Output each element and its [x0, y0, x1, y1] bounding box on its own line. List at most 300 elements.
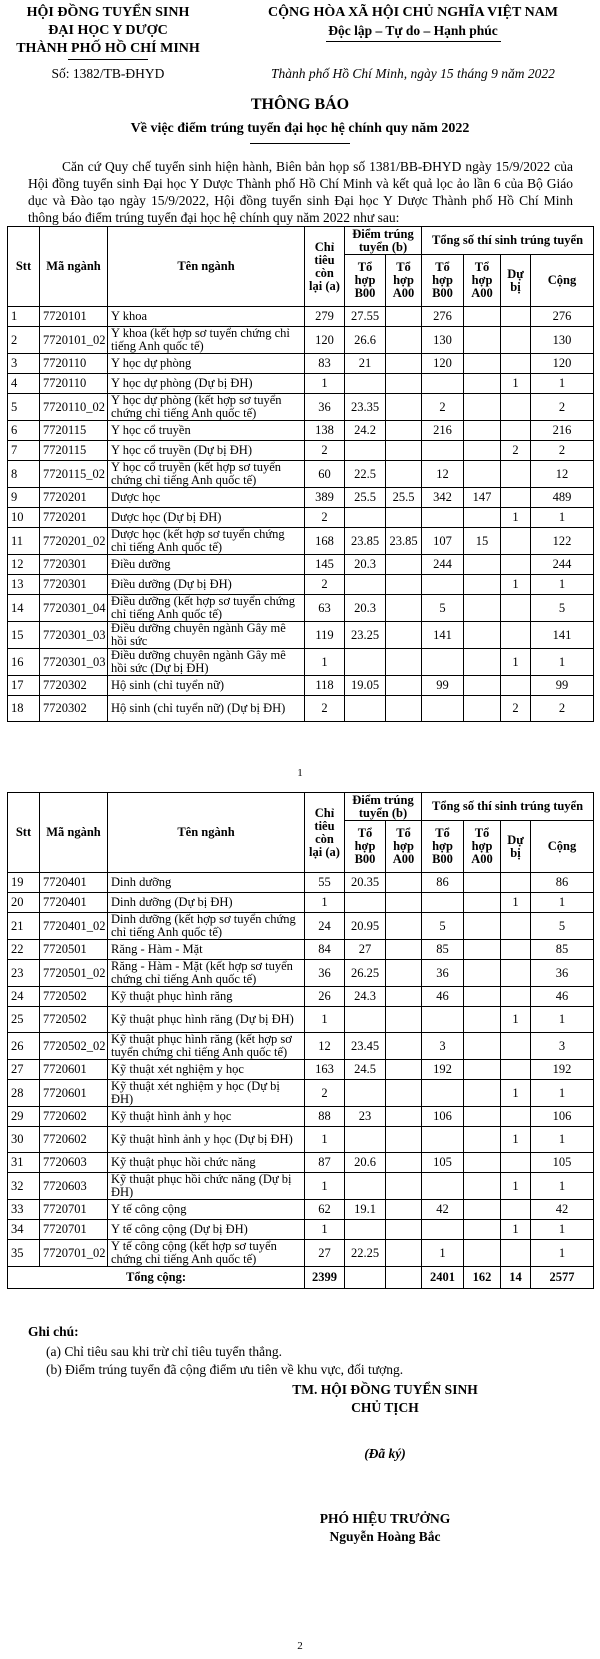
cell-sum: 2 [531, 696, 594, 722]
table-row [8, 595, 594, 622]
cell-score-b00 [345, 508, 386, 528]
cell-major-name: Dinh dưỡng (kết hợp sơ tuyển chứng chỉ tiếng Anh quốc tế) [108, 913, 305, 940]
cell-reserve: 1 [501, 893, 531, 913]
cell-code: 7720603 [40, 1153, 108, 1173]
cell-score-b00 [345, 649, 386, 676]
cell-stt: 23 [8, 960, 40, 987]
cell-stt: 4 [8, 374, 40, 394]
cell-score-b00: 20.3 [345, 595, 386, 622]
cell-sum: 130 [531, 327, 594, 354]
cell-code: 7720502_02 [40, 1033, 108, 1060]
cell-code: 7720502 [40, 987, 108, 1007]
cell-score-a00 [386, 1007, 422, 1033]
cell-count-b00 [422, 374, 464, 394]
cell-count-a00 [464, 307, 501, 327]
cell-score-b00 [345, 1007, 386, 1033]
cell-reserve [501, 461, 531, 488]
cell-stt: 5 [8, 394, 40, 421]
cell-code: 7720501 [40, 940, 108, 960]
cell-count-a00 [464, 555, 501, 575]
header-reserve: Dự bị [501, 255, 531, 307]
table-row [8, 1127, 594, 1153]
cell-sum: 5 [531, 595, 594, 622]
country-name: CỘNG HÒA XÃ HỘI CHỦ NGHĨA VIỆT NAM [267, 5, 558, 20]
cell-major-name: Y học cổ truyền [108, 421, 305, 441]
cell-quota: 145 [305, 555, 345, 575]
cell-stt: 15 [8, 622, 40, 649]
cell-score-b00: 24.5 [345, 1060, 386, 1080]
cell-quota: 1 [305, 1127, 345, 1153]
cell-stt: 24 [8, 987, 40, 1007]
cell-reserve [501, 421, 531, 441]
cell-score-a00 [386, 1060, 422, 1080]
cell-reserve: 1 [501, 1173, 531, 1200]
cell-sum: 244 [531, 555, 594, 575]
cell-count-b00 [422, 1173, 464, 1200]
table-row [8, 1153, 594, 1173]
cell-quota: 24 [305, 913, 345, 940]
cell-count-b00 [422, 1080, 464, 1107]
header-total-group: Tổng số thí sinh trúng tuyển [422, 227, 594, 255]
table-body-page-1 [8, 307, 594, 722]
cell-quota: 1 [305, 374, 345, 394]
cell-score-a00 [386, 1240, 422, 1267]
cell-score-a00 [386, 327, 422, 354]
cell-stt: 35 [8, 1240, 40, 1267]
cell-reserve: 1 [501, 374, 531, 394]
cell-sum: 106 [531, 1107, 594, 1127]
table-row [8, 441, 594, 461]
cell-code: 7720602 [40, 1127, 108, 1153]
cell-major-name: Điều dưỡng (kết hợp sơ tuyển chứng chỉ tiếng Anh quốc tế) [108, 595, 305, 622]
cell-score-a00 [386, 1220, 422, 1240]
totals-row [8, 1267, 594, 1289]
table-row [8, 1220, 594, 1240]
cell-stt: 11 [8, 528, 40, 555]
cell-count-b00 [422, 508, 464, 528]
cell-reserve [501, 354, 531, 374]
cell-code: 7720701_02 [40, 1240, 108, 1267]
cell-count-a00 [464, 1173, 501, 1200]
cell-count-a00 [464, 960, 501, 987]
cell-sum: 1 [531, 893, 594, 913]
cell-count-a00 [464, 940, 501, 960]
cell-quota: 2 [305, 1080, 345, 1107]
table-row [8, 1200, 594, 1220]
cell-reserve [501, 327, 531, 354]
issuer-block [8, 4, 208, 60]
cell-count-b00: 85 [422, 940, 464, 960]
cell-count-b00: 5 [422, 595, 464, 622]
cell-score-b00 [345, 575, 386, 595]
table-row [8, 622, 594, 649]
cell-score-b00 [345, 696, 386, 722]
cell-major-name: Kỹ thuật xét nghiệm y học [108, 1060, 305, 1080]
cell-sum: 489 [531, 488, 594, 508]
cell-count-b00: 12 [422, 461, 464, 488]
cell-count-a00 [464, 575, 501, 595]
document-date: Thành phố Hồ Chí Minh, ngày 15 tháng 9 năm 2022 [271, 66, 555, 81]
cell-stt: 16 [8, 649, 40, 676]
cell-major-name: Kỹ thuật phục hình răng (Dự bị ĐH) [108, 1007, 305, 1033]
cell-count-a00 [464, 622, 501, 649]
cell-quota: 2 [305, 441, 345, 461]
cell-score-b00: 23 [345, 1107, 386, 1127]
cell-count-a00 [464, 354, 501, 374]
header-sum: Cộng [531, 255, 594, 307]
cell-score-b00: 27.55 [345, 307, 386, 327]
cell-major-name: Y học dự phòng (kết hợp sơ tuyển chứng chỉ tiếng Anh quốc tế) [108, 394, 305, 421]
cell-sum: 105 [531, 1153, 594, 1173]
cell-count-a00 [464, 461, 501, 488]
cell-stt: 19 [8, 873, 40, 893]
cell-count-b00: 244 [422, 555, 464, 575]
cell-count-a00 [464, 1200, 501, 1220]
cell-reserve [501, 595, 531, 622]
cell-score-a00 [386, 649, 422, 676]
cell-score-b00 [345, 441, 386, 461]
cell-reserve [501, 1033, 531, 1060]
cell-stt: 8 [8, 461, 40, 488]
cell-score-b00 [345, 1220, 386, 1240]
cell-sum: 1 [531, 1080, 594, 1107]
cell-score-b00: 23.85 [345, 528, 386, 555]
cell-score-a00 [386, 595, 422, 622]
cell-score-a00 [386, 960, 422, 987]
cell-reserve: 1 [501, 1127, 531, 1153]
cell-quota: 168 [305, 528, 345, 555]
table-row [8, 913, 594, 940]
signer-position: PHÓ HIỆU TRƯỞNG [319, 1511, 451, 1526]
cell-count-b00: 141 [422, 622, 464, 649]
table-row [8, 1107, 594, 1127]
cell-score-b00: 25.5 [345, 488, 386, 508]
header-count-a00: Tổ hợp A00 [464, 255, 501, 307]
cell-sum: 1 [531, 1240, 594, 1267]
cell-stt: 31 [8, 1153, 40, 1173]
cell-quota: 84 [305, 940, 345, 960]
cell-major-name: Dinh dưỡng (Dự bị ĐH) [108, 893, 305, 913]
table-row [8, 354, 594, 374]
cell-sum: 1 [531, 649, 594, 676]
cell-major-name: Y khoa [108, 307, 305, 327]
cell-count-a00 [464, 1240, 501, 1267]
table-row [8, 488, 594, 508]
cell-count-b00: 106 [422, 1107, 464, 1127]
cell-count-b00: 107 [422, 528, 464, 555]
header-count-b00: Tổ hợp B00 [422, 255, 464, 307]
cell-count-b00: 36 [422, 960, 464, 987]
cell-count-a00 [464, 1153, 501, 1173]
cell-stt: 3 [8, 354, 40, 374]
cell-quota: 36 [305, 394, 345, 421]
cell-count-a00 [464, 394, 501, 421]
cell-score-a00 [386, 873, 422, 893]
note-a: (a) Chỉ tiêu sau khi trừ chỉ tiêu tuyển thẳng. [46, 1344, 283, 1359]
cell-sum: 1 [531, 575, 594, 595]
header-code: Mã ngành [40, 227, 108, 307]
cell-quota: 83 [305, 354, 345, 374]
cell-count-b00: 130 [422, 327, 464, 354]
cell-code: 7720101 [40, 307, 108, 327]
cell-score-b00 [345, 374, 386, 394]
cell-code: 7720110 [40, 354, 108, 374]
cell-quota: 2 [305, 575, 345, 595]
cell-count-a00 [464, 1220, 501, 1240]
cell-score-b00: 24.2 [345, 421, 386, 441]
cell-sum: 1 [531, 374, 594, 394]
header-quota: Chỉ tiêu còn lại (a) [305, 793, 345, 873]
notes-heading: Ghi chú: [28, 1324, 79, 1339]
cell-sum: 276 [531, 307, 594, 327]
totals-quota: 2399 [305, 1267, 345, 1289]
cell-major-name: Kỹ thuật phục hồi chức năng (Dự bị ĐH) [108, 1173, 305, 1200]
cell-quota: 163 [305, 1060, 345, 1080]
cell-code: 7720601 [40, 1060, 108, 1080]
cell-stt: 27 [8, 1060, 40, 1080]
cell-sum: 3 [531, 1033, 594, 1060]
header-total-group: Tổng số thí sinh trúng tuyển [422, 793, 594, 821]
cell-quota: 60 [305, 461, 345, 488]
cell-major-name: Điều dưỡng [108, 555, 305, 575]
cell-reserve [501, 555, 531, 575]
cell-count-b00 [422, 893, 464, 913]
cell-reserve [501, 987, 531, 1007]
document-title: THÔNG BÁO [250, 96, 350, 113]
cell-major-name: Kỹ thuật xét nghiệm y học (Dự bị ĐH) [108, 1080, 305, 1107]
cell-score-a00 [386, 1080, 422, 1107]
cell-major-name: Dinh dưỡng [108, 873, 305, 893]
cell-quota: 1 [305, 1220, 345, 1240]
signer-name: Nguyễn Hoàng Bắc [329, 1529, 441, 1544]
cell-score-b00 [345, 1127, 386, 1153]
cell-major-name: Dược học (kết hợp sơ tuyển chứng chỉ tiếng Anh quốc tế) [108, 528, 305, 555]
table-row [8, 508, 594, 528]
cell-stt: 18 [8, 696, 40, 722]
cell-quota: 389 [305, 488, 345, 508]
cell-major-name: Dược học (Dự bị ĐH) [108, 508, 305, 528]
cell-stt: 21 [8, 913, 40, 940]
cell-score-a00 [386, 1107, 422, 1127]
cell-count-b00: 2 [422, 394, 464, 421]
cell-count-a00: 15 [464, 528, 501, 555]
national-header [232, 4, 594, 42]
cell-count-a00 [464, 508, 501, 528]
cell-major-name: Y tế công cộng (Dự bị ĐH) [108, 1220, 305, 1240]
cell-reserve [501, 1107, 531, 1127]
cell-count-b00: 276 [422, 307, 464, 327]
cell-score-b00: 26.25 [345, 960, 386, 987]
cell-score-b00: 20.35 [345, 873, 386, 893]
national-motto: Độc lập – Tự do – Hạnh phúc [328, 23, 498, 38]
cell-count-b00 [422, 1220, 464, 1240]
cell-score-a00 [386, 696, 422, 722]
cell-major-name: Kỹ thuật phục hình răng [108, 987, 305, 1007]
issuer-underline [68, 59, 148, 60]
cell-count-b00 [422, 575, 464, 595]
cell-reserve [501, 913, 531, 940]
cell-stt: 14 [8, 595, 40, 622]
cell-code: 7720301_03 [40, 649, 108, 676]
cell-code: 7720401_02 [40, 913, 108, 940]
totals-count-a00: 162 [464, 1267, 501, 1289]
cell-count-b00 [422, 649, 464, 676]
issuer-line-3: THÀNH PHỐ HỒ CHÍ MINH [16, 41, 200, 56]
issuer-line-1: HỘI ĐỒNG TUYỂN SINH [26, 5, 190, 20]
cell-score-b00: 19.05 [345, 676, 386, 696]
cell-count-a00 [464, 873, 501, 893]
cell-reserve [501, 960, 531, 987]
cell-code: 7720115_02 [40, 461, 108, 488]
cell-stt: 13 [8, 575, 40, 595]
cell-code: 7720115 [40, 421, 108, 441]
cell-count-a00 [464, 676, 501, 696]
table-row [8, 394, 594, 421]
cell-score-b00: 23.45 [345, 1033, 386, 1060]
cell-score-b00: 20.6 [345, 1153, 386, 1173]
cell-sum: 86 [531, 873, 594, 893]
header-count-b00: Tổ hợp B00 [422, 821, 464, 873]
cell-reserve: 1 [501, 1007, 531, 1033]
cell-reserve [501, 1060, 531, 1080]
cell-score-b00: 27 [345, 940, 386, 960]
cell-stt: 2 [8, 327, 40, 354]
cell-code: 7720701 [40, 1200, 108, 1220]
header-score-b00: Tổ hợp B00 [345, 821, 386, 873]
table-row [8, 1080, 594, 1107]
cell-major-name: Điều dưỡng (Dự bị ĐH) [108, 575, 305, 595]
cell-stt: 29 [8, 1107, 40, 1127]
header-quota: Chỉ tiêu còn lại (a) [305, 227, 345, 307]
table-row [8, 960, 594, 987]
cell-stt: 17 [8, 676, 40, 696]
cell-count-b00: 1 [422, 1240, 464, 1267]
cell-score-a00 [386, 940, 422, 960]
cell-major-name: Kỹ thuật hình ảnh y học [108, 1107, 305, 1127]
cell-reserve [501, 676, 531, 696]
cell-count-a00 [464, 649, 501, 676]
cell-quota: 88 [305, 1107, 345, 1127]
cell-major-name: Y học dự phòng [108, 354, 305, 374]
cell-score-a00 [386, 441, 422, 461]
cell-score-a00 [386, 1200, 422, 1220]
cell-score-b00: 20.3 [345, 555, 386, 575]
cell-stt: 28 [8, 1080, 40, 1107]
header-reserve: Dự bị [501, 821, 531, 873]
cell-stt: 6 [8, 421, 40, 441]
cell-count-b00 [422, 441, 464, 461]
cell-count-b00: 342 [422, 488, 464, 508]
cell-score-a00 [386, 1033, 422, 1060]
cell-quota: 279 [305, 307, 345, 327]
cell-stt: 1 [8, 307, 40, 327]
cell-score-a00 [386, 913, 422, 940]
header-score-a00: Tổ hợp A00 [386, 255, 422, 307]
cell-score-b00 [345, 1173, 386, 1200]
cell-count-a00 [464, 987, 501, 1007]
cell-quota: 1 [305, 1007, 345, 1033]
cell-reserve [501, 394, 531, 421]
table-row [8, 1060, 594, 1080]
cell-score-a00 [386, 421, 422, 441]
cell-score-a00 [386, 307, 422, 327]
cell-sum: 36 [531, 960, 594, 987]
admission-table-page-1 [7, 226, 594, 722]
cell-code: 7720110 [40, 374, 108, 394]
cell-code: 7720502 [40, 1007, 108, 1033]
table-body-page-2 [8, 873, 594, 1267]
cell-reserve: 1 [501, 1080, 531, 1107]
cell-code: 7720301_03 [40, 622, 108, 649]
cell-score-a00 [386, 394, 422, 421]
totals-empty-cell [386, 1267, 422, 1289]
cell-quota: 138 [305, 421, 345, 441]
cell-quota: 2 [305, 508, 345, 528]
cell-score-a00 [386, 461, 422, 488]
totals-empty-cell [345, 1267, 386, 1289]
cell-code: 7720301 [40, 575, 108, 595]
cell-quota: 120 [305, 327, 345, 354]
cell-sum: 1 [531, 1173, 594, 1200]
cell-stt: 20 [8, 893, 40, 913]
table-row [8, 696, 594, 722]
cell-stt: 25 [8, 1007, 40, 1033]
admission-table-page-2 [7, 792, 594, 1289]
cell-reserve: 1 [501, 508, 531, 528]
cell-code: 7720201 [40, 508, 108, 528]
cell-count-b00: 42 [422, 1200, 464, 1220]
note-b: (b) Điểm trúng tuyển đã cộng điểm ưu tiên về khu vực, đối tượng. [46, 1362, 404, 1377]
cell-sum: 120 [531, 354, 594, 374]
cell-count-b00 [422, 696, 464, 722]
cell-code: 7720101_02 [40, 327, 108, 354]
cell-code: 7720201 [40, 488, 108, 508]
cell-quota: 118 [305, 676, 345, 696]
cell-major-name: Y khoa (kết hợp sơ tuyển chứng chỉ tiếng Anh quốc tế) [108, 327, 305, 354]
cell-sum: 12 [531, 461, 594, 488]
cell-count-b00: 192 [422, 1060, 464, 1080]
cell-reserve: 2 [501, 696, 531, 722]
cell-code: 7720301 [40, 555, 108, 575]
cell-count-a00 [464, 1033, 501, 1060]
cell-count-b00: 120 [422, 354, 464, 374]
cell-sum: 99 [531, 676, 594, 696]
table-row [8, 421, 594, 441]
cell-count-a00 [464, 1060, 501, 1080]
issuer-line-2: ĐẠI HỌC Y DƯỢC [48, 23, 168, 38]
totals-sum: 2577 [531, 1267, 594, 1289]
table-row [8, 1173, 594, 1200]
signature-org: TM. HỘI ĐỒNG TUYỂN SINH [292, 1382, 478, 1397]
cell-reserve [501, 307, 531, 327]
header-major-name: Tên ngành [108, 793, 305, 873]
cell-stt: 22 [8, 940, 40, 960]
cell-major-name: Điều dưỡng chuyên ngành Gây mê hồi sức (Dự bị ĐH) [108, 649, 305, 676]
table-row [8, 893, 594, 913]
cell-quota: 55 [305, 873, 345, 893]
cell-quota: 1 [305, 1173, 345, 1200]
cell-sum: 1 [531, 1007, 594, 1033]
totals-reserve: 14 [501, 1267, 531, 1289]
cell-score-a00 [386, 622, 422, 649]
cell-count-b00 [422, 1127, 464, 1153]
cell-count-a00 [464, 1080, 501, 1107]
cell-major-name: Hộ sinh (chỉ tuyển nữ) (Dự bị ĐH) [108, 696, 305, 722]
header-score-a00: Tổ hợp A00 [386, 821, 422, 873]
cell-sum: 141 [531, 622, 594, 649]
cell-quota: 26 [305, 987, 345, 1007]
cell-score-b00: 23.35 [345, 394, 386, 421]
